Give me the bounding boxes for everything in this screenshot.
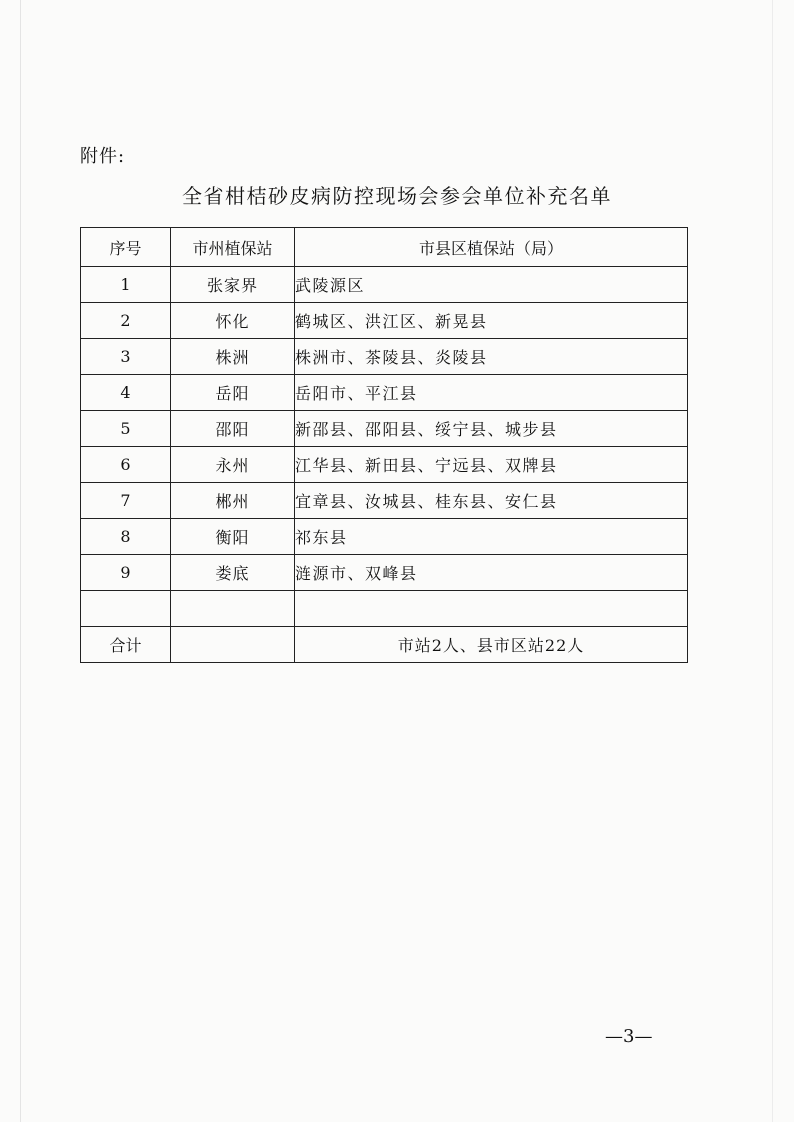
table-row	[81, 303, 688, 339]
total-label: 合计	[81, 627, 171, 663]
table-row	[81, 411, 688, 447]
table-row	[81, 339, 688, 375]
row-index: 4	[81, 375, 171, 411]
row-counties: 江华县、新田县、宁远县、双牌县	[295, 447, 688, 483]
row-index: 3	[81, 339, 171, 375]
row-index	[81, 591, 171, 627]
row-city: 衡阳	[171, 519, 295, 555]
page-number: —3—	[605, 1026, 653, 1047]
row-counties: 鹤城区、洪江区、新晃县	[295, 303, 688, 339]
table-row	[81, 519, 688, 555]
table-row	[81, 447, 688, 483]
row-counties: 祁东县	[295, 519, 688, 555]
row-index: 9	[81, 555, 171, 591]
row-city: 岳阳	[171, 375, 295, 411]
table-row-empty	[81, 591, 688, 627]
document-title: 全省柑桔砂皮病防控现场会参会单位补充名单	[182, 184, 612, 208]
attachment-label: 附件:	[80, 146, 126, 167]
row-city: 张家界	[171, 267, 295, 303]
row-city	[171, 591, 295, 627]
row-city: 永州	[171, 447, 295, 483]
header-city-station: 市州植保站	[171, 228, 295, 267]
table-header-row	[81, 228, 688, 267]
table-row	[81, 375, 688, 411]
table-row	[81, 267, 688, 303]
row-city: 怀化	[171, 303, 295, 339]
header-county-station: 市县区植保站（局）	[295, 228, 688, 267]
row-city: 邵阳	[171, 411, 295, 447]
row-index: 6	[81, 447, 171, 483]
page-edge-right	[772, 0, 773, 1122]
page-edge-left	[20, 0, 21, 1122]
table-total-row	[81, 627, 688, 663]
total-summary: 市站2人、县市区站22人	[295, 627, 688, 663]
row-city: 娄底	[171, 555, 295, 591]
row-index: 5	[81, 411, 171, 447]
row-index: 1	[81, 267, 171, 303]
row-counties: 涟源市、双峰县	[295, 555, 688, 591]
row-city: 株洲	[171, 339, 295, 375]
row-counties: 新邵县、邵阳县、绥宁县、城步县	[295, 411, 688, 447]
table-row	[81, 555, 688, 591]
table-row	[81, 483, 688, 519]
row-counties: 株洲市、茶陵县、炎陵县	[295, 339, 688, 375]
row-index: 2	[81, 303, 171, 339]
row-counties: 岳阳市、平江县	[295, 375, 688, 411]
row-index: 8	[81, 519, 171, 555]
total-city	[171, 627, 295, 663]
row-counties	[295, 591, 688, 627]
header-index: 序号	[81, 228, 171, 267]
row-index: 7	[81, 483, 171, 519]
participant-units-table	[80, 227, 688, 663]
row-counties: 武陵源区	[295, 267, 688, 303]
row-counties: 宜章县、汝城县、桂东县、安仁县	[295, 483, 688, 519]
row-city: 郴州	[171, 483, 295, 519]
